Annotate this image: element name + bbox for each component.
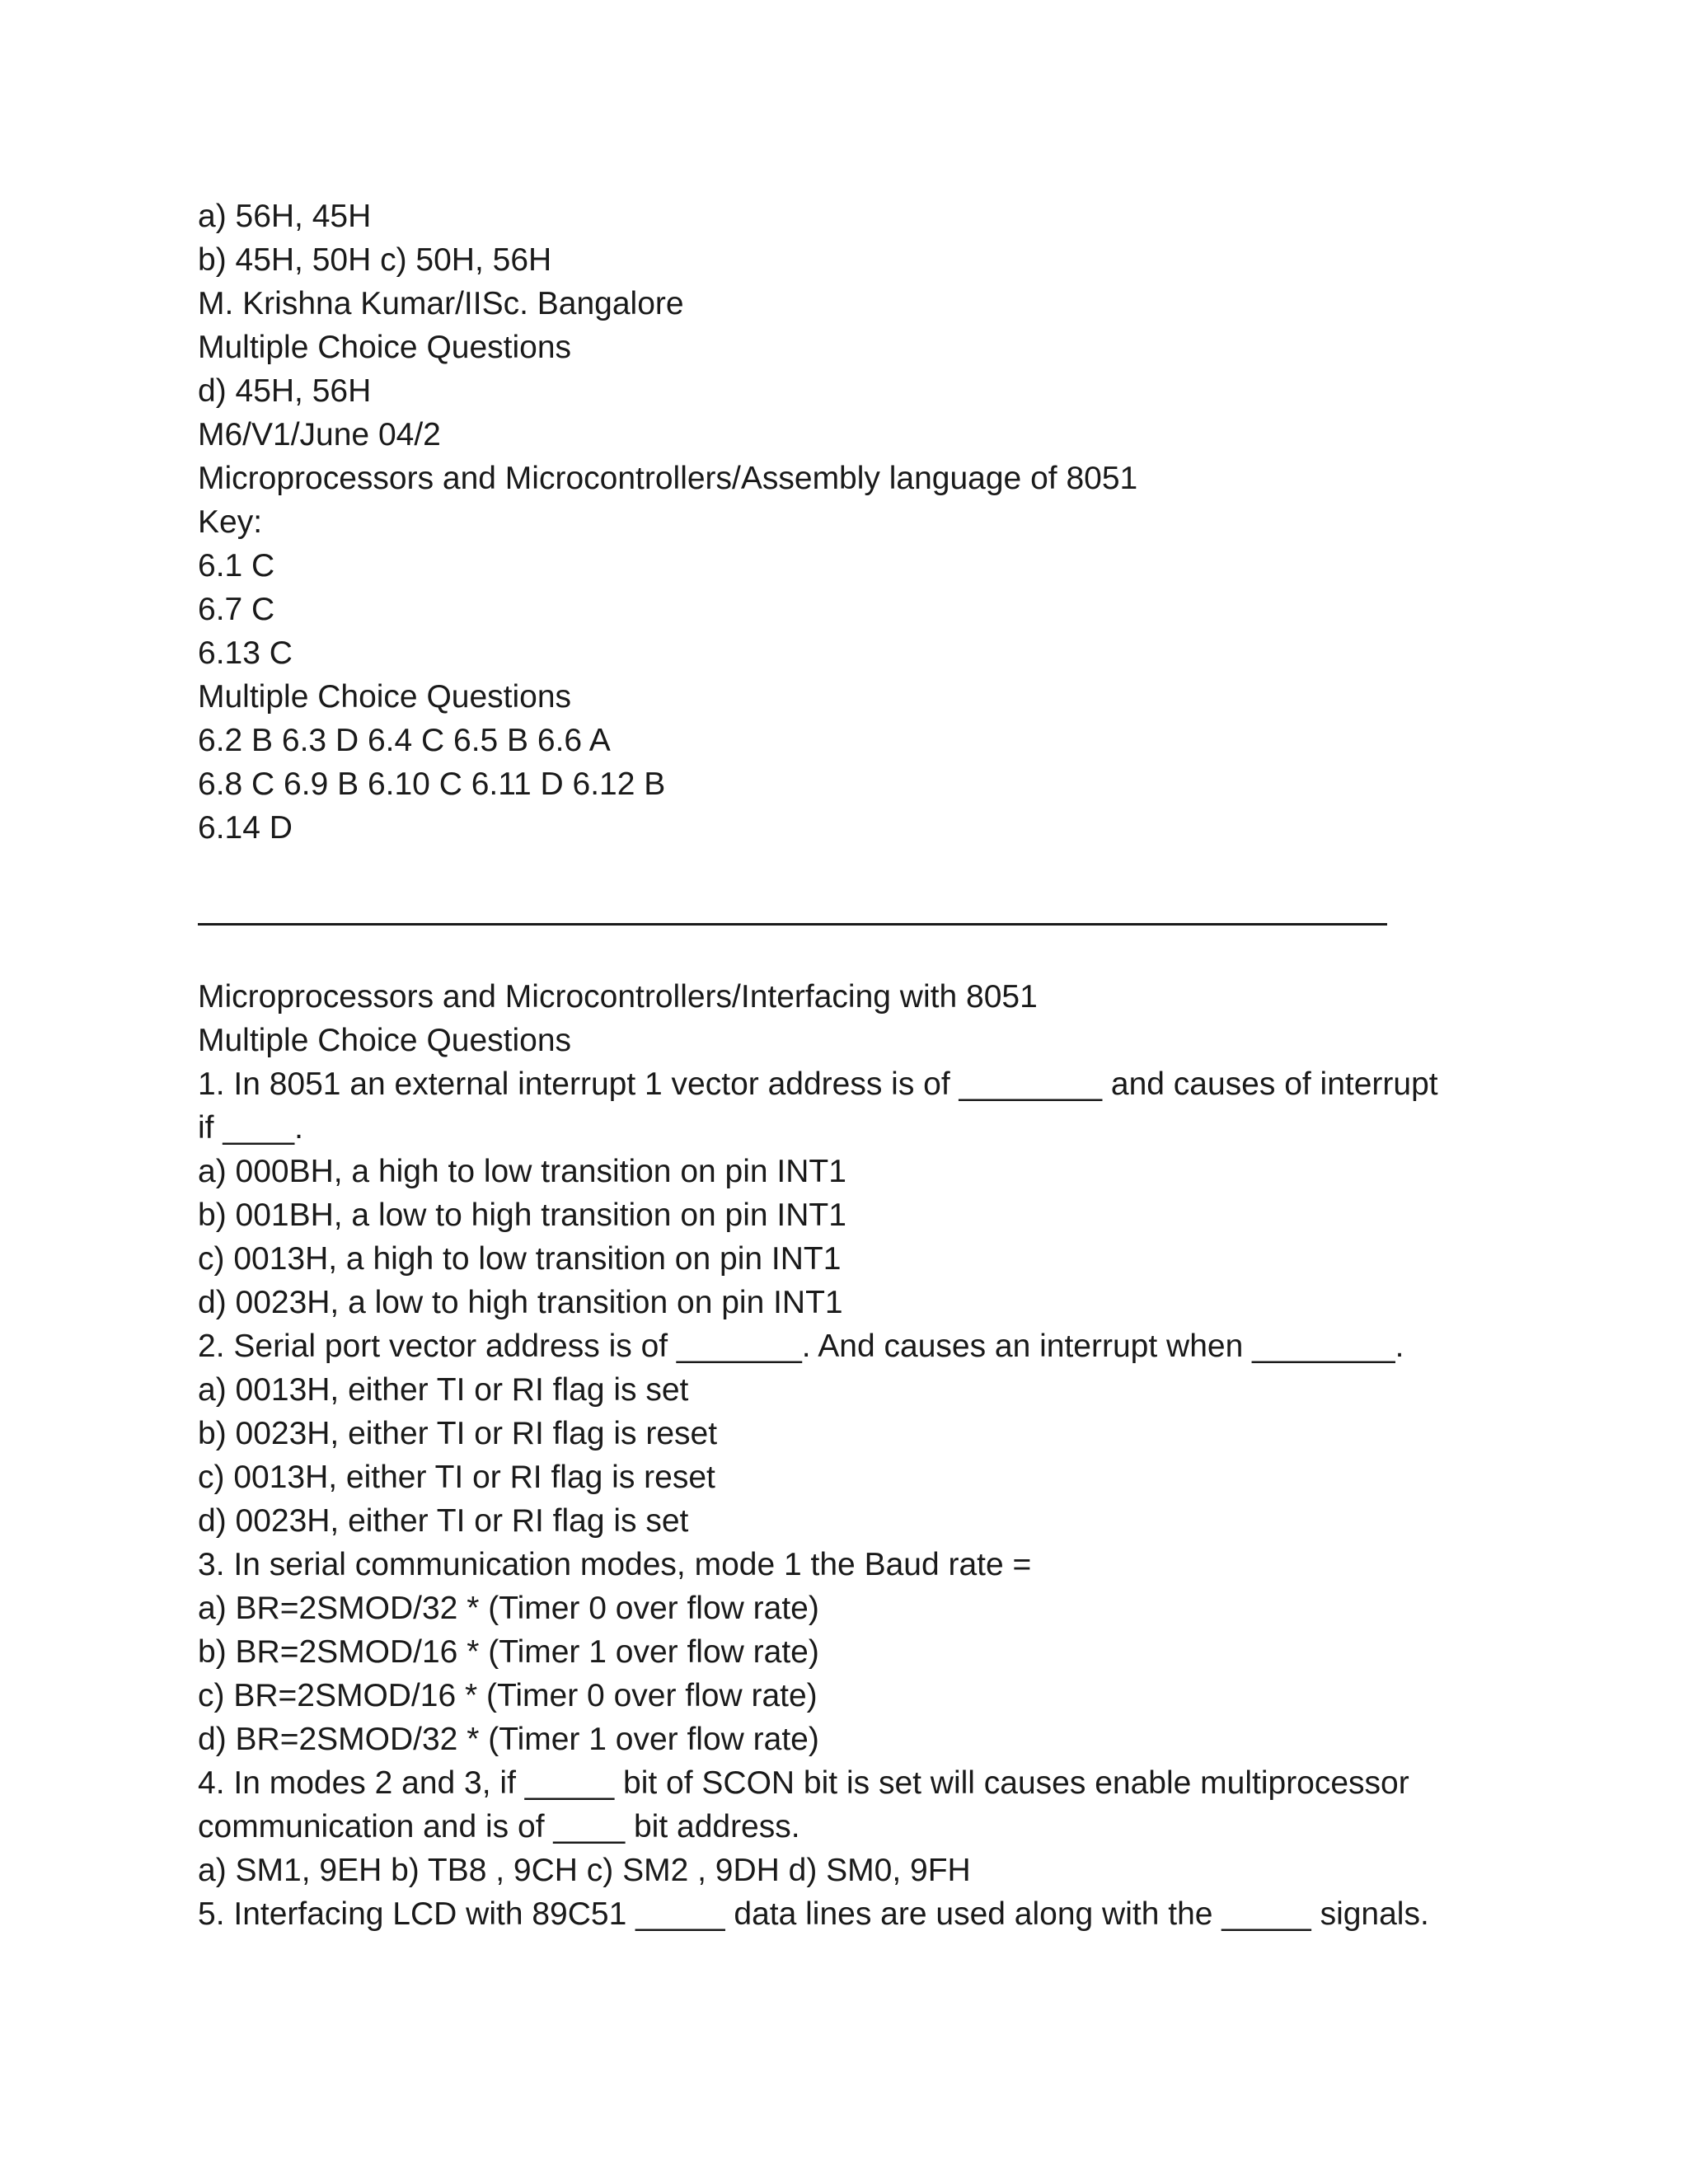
key-entry: 6.7 C [198,592,275,627]
course-title: Microprocessors and Microcontrollers/Interfacing with 8051 [198,979,1038,1015]
answer-key-section [198,194,1517,850]
key-entry: 6.1 C [198,548,275,583]
section-heading: Multiple Choice Questions [198,330,572,365]
document-reference: M6/V1/June 04/2 [198,417,441,452]
key-heading: Key: [198,504,263,540]
option-line: d) 45H, 56H [198,373,372,409]
option-line: d) 0023H, either TI or RI flag is set [198,1503,689,1539]
question-line: 1. In 8051 an external interrupt 1 vector address is of ________ and causes of interrupt [198,1066,1438,1102]
option-line: b) 001BH, a low to high transition on pin INT1 [198,1197,846,1233]
option-line: d) BR=2SMOD/32 * (Timer 1 over flow rate) [198,1722,819,1757]
option-line: a) BR=2SMOD/32 * (Timer 0 over flow rate) [198,1591,819,1626]
question-line: communication and is of ____ bit address. [198,1809,800,1844]
option-line: a) 0013H, either TI or RI flag is set [198,1372,689,1408]
option-line: a) SM1, 9EH b) TB8 , 9CH c) SM2 , 9DH d) SM0, 9FH [198,1853,971,1888]
course-title: Microprocessors and Microcontrollers/Assembly language of 8051 [198,461,1138,496]
option-line: c) 0013H, a high to low transition on pin INT1 [198,1241,842,1277]
option-line: d) 0023H, a low to high transition on pin INT1 [198,1285,843,1320]
question-line: 5. Interfacing LCD with 89C51 _____ data lines are used along with the _____ signals. [198,1896,1429,1932]
option-line: a) 56H, 45H [198,199,372,234]
section-heading: Multiple Choice Questions [198,679,572,715]
section-heading: Multiple Choice Questions [198,1023,572,1058]
key-entry: 6.14 D [198,810,293,846]
question-line: if ____. [198,1110,303,1146]
option-line: c) BR=2SMOD/16 * (Timer 0 over flow rate) [198,1678,818,1713]
question-line: 2. Serial port vector address is of _______. And causes an interrupt when ________. [198,1329,1404,1364]
key-entry: 6.13 C [198,635,293,671]
question-line: 3. In serial communication modes, mode 1 the Baud rate = [198,1547,1032,1582]
option-line: b) 45H, 50H c) 50H, 56H [198,242,552,278]
option-line: b) BR=2SMOD/16 * (Timer 1 over flow rate) [198,1634,819,1670]
option-line: c) 0013H, either TI or RI flag is reset [198,1460,715,1495]
questions-section [198,975,1517,1936]
horizontal-divider [198,923,1387,926]
option-line: a) 000BH, a high to low transition on pin INT1 [198,1154,846,1189]
key-entry: 6.2 B 6.3 D 6.4 C 6.5 B 6.6 A [198,723,611,758]
author-line: M. Krishna Kumar/IISc. Bangalore [198,286,684,321]
question-line: 4. In modes 2 and 3, if _____ bit of SCON bit is set will causes enable multiprocessor [198,1765,1409,1801]
key-entry: 6.8 C 6.9 B 6.10 C 6.11 D 6.12 B [198,766,666,802]
option-line: b) 0023H, either TI or RI flag is reset [198,1416,718,1451]
